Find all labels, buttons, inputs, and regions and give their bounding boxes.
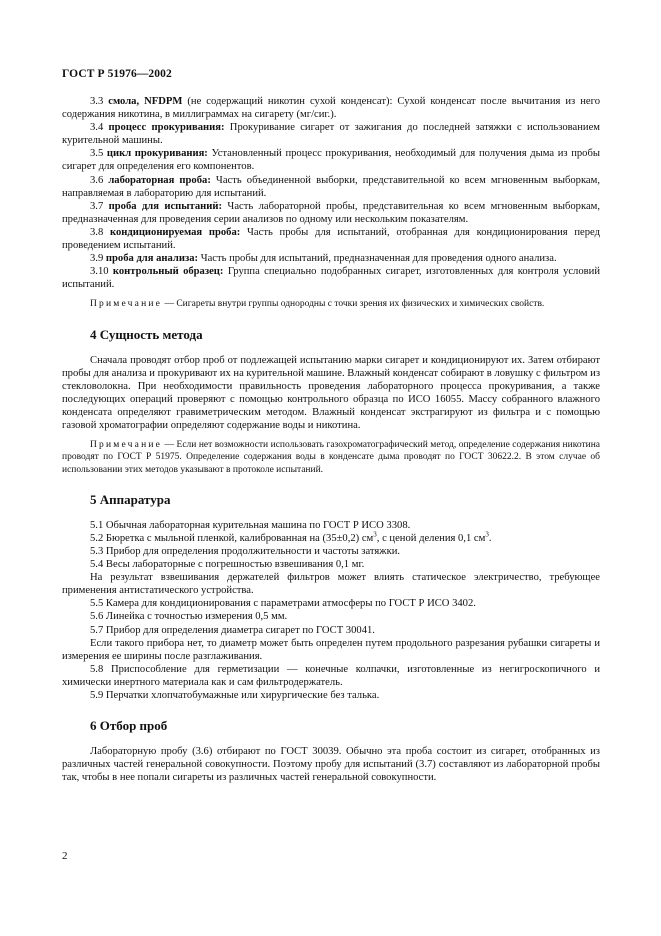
- term: кондиционируемая проба:: [110, 226, 241, 238]
- term: процесс прокуривания:: [108, 122, 225, 134]
- term: смола, NFDPM: [108, 96, 183, 107]
- term: проба для испытаний:: [108, 200, 223, 212]
- definition-3-7: 3.7 проба для испытаний: Часть лабораторной пробы, представительная ко всем мгновенным выборкам, предназначенная для проведения серии анализов по одному или нескольким показателям.: [62, 200, 600, 225]
- definition-3-4: 3.4 процесс прокуривания: Прокуривание сигарет от зажигания до последней затяжки с использованием курительной машины.: [62, 122, 600, 147]
- section-5-title: 5 Аппаратура: [90, 491, 171, 507]
- page-number: 2: [62, 850, 68, 862]
- term: лабораторная проба:: [108, 174, 211, 186]
- item-5-2: 5.2 Бюретка с мыльной пленкой, калиброванная на (35±0,2) $см^3$, с ценой деления 0,1 $см^3$.: [90, 530, 492, 544]
- section-4-paragraph: Сначала проводят отбор проб от подлежащей испытанию марки сигарет и кондиционируют их. Затем отбирают пробы для анализа и прокуривают их на курительной машине. Влажный конденсат собирают в ловушку с фильтром из стекловолокна. При необходимости правильность проведения лабораторного процесса прокуривания, а также последующих операций проверяют с помощью контрольного образца по ИСО 16055. Массу собранного влажного конденсата определяют гравиметрическим методом. Влажный конденсат экстрагируют из фильтра и с помощью газовой хроматографии определяют содержание воды и никотина.: [62, 354, 600, 432]
- item-5-3: 5.3 Прибор для определения продолжительности и частоты затяжки.: [90, 545, 401, 557]
- term: проба для анализа:: [105, 253, 199, 265]
- item-5-4: 5.4 Весы лабораторные с погрешностью взвешивания 0,1 мг.: [90, 559, 365, 571]
- note-label: Примечание: [90, 299, 163, 310]
- item-5-4-note: На результат взвешивания держателей фильтров может влиять статическое электричество, требующее применения антистатического устройства.: [62, 572, 600, 597]
- document-body: [62, 95, 600, 784]
- item-5-9: 5.9 Перчатки хлопчатобумажные или хирургические без талька.: [90, 690, 380, 701]
- item-5-1: 5.1 Обычная лабораторная курительная машина по ГОСТ Р ИСО 3308.: [90, 519, 411, 531]
- section-6-paragraph: Лабораторную пробу (3.6) отбирают по ГОСТ 30039. Обычно эта проба состоит из сигарет, отобранных из различных частей генеральной совокупности. Поэтому пробу для испытаний (3.7) составляют из лабораторной пробы так, чтобы в нее попали сигареты из различных частей генеральной совокупности.: [62, 746, 600, 784]
- item-5-5: 5.5 Камера для кондиционирования с параметрами атмосферы по ГОСТ Р ИСО 3402.: [90, 598, 476, 610]
- item-5-7: 5.7 Прибор для определения диаметра сигарет по ГОСТ 30041.: [90, 624, 375, 636]
- document-header: ГОСТ Р 51976—2002: [62, 68, 172, 80]
- item-5-6: 5.6 Линейка с точностью измерения 0,5 мм.: [90, 611, 288, 623]
- definition-3-3: 3.3 смола, NFDPM (не содержащий никотин сухой конденсат): Сухой конденсат после вычитания из него содержания никотина, в миллиграммах на сигарету (мг/сиг.).: [62, 96, 600, 121]
- item-5-7-note: Если такого прибора нет, то диаметр может быть определен путем продольного разрезания рубашки сигареты и измерения ее ширины после разглаживания.: [62, 637, 600, 662]
- definition-3-10: 3.10 контрольный образец: Группа специально подобранных сигарет, изготовленных для контроля условий испытаний.: [62, 266, 600, 291]
- term: цикл прокуривания:: [106, 148, 208, 160]
- item-5-8: 5.8 Приспособление для герметизации — конечные колпачки, изготовленные из негигроскопичного и химически инертного материала как и сам фильтродержатель.: [62, 663, 600, 688]
- definition-3-8: 3.8 кондиционируемая проба: Часть пробы для испытаний, отобранная для кондиционирования перед проведением испытаний.: [62, 226, 600, 252]
- term: контрольный образец:: [112, 266, 224, 278]
- note-section-3: Примечание — Сигареты внутри группы однородны с точки зрения их физических и химических свойств.: [90, 299, 545, 310]
- note-label: Примечание: [90, 440, 163, 451]
- definition-3-9: 3.9 проба для анализа: Часть пробы для испытаний, предназначенная для проведения одного анализа.: [90, 253, 557, 265]
- section-6-title: 6 Отбор проб: [90, 718, 168, 734]
- section-4-title: 4 Сущность метода: [90, 326, 203, 342]
- definition-3-6: 3.6 лабораторная проба: Часть объединенной выборки, представительной ко всем мгновенным выборкам, направляемая в лабораторию для испытаний.: [62, 174, 600, 199]
- definition-3-5: 3.5 цикл прокуривания: Установленный процесс прокуривания, необходимый для получения дыма из пробы сигарет для определения его компонентов.: [62, 148, 600, 173]
- note-section-4: Примечание — Если нет возможности использовать газохроматографический метод, определение содержания никотина проводят по ГОСТ Р 51975. Определение содержания воды в конденсате дыма проводят по ГОСТ 30622.2. В этом случае об использовании этих методов указывают в протоколе испытаний.: [62, 440, 600, 475]
- document-page: [62, 0, 600, 936]
